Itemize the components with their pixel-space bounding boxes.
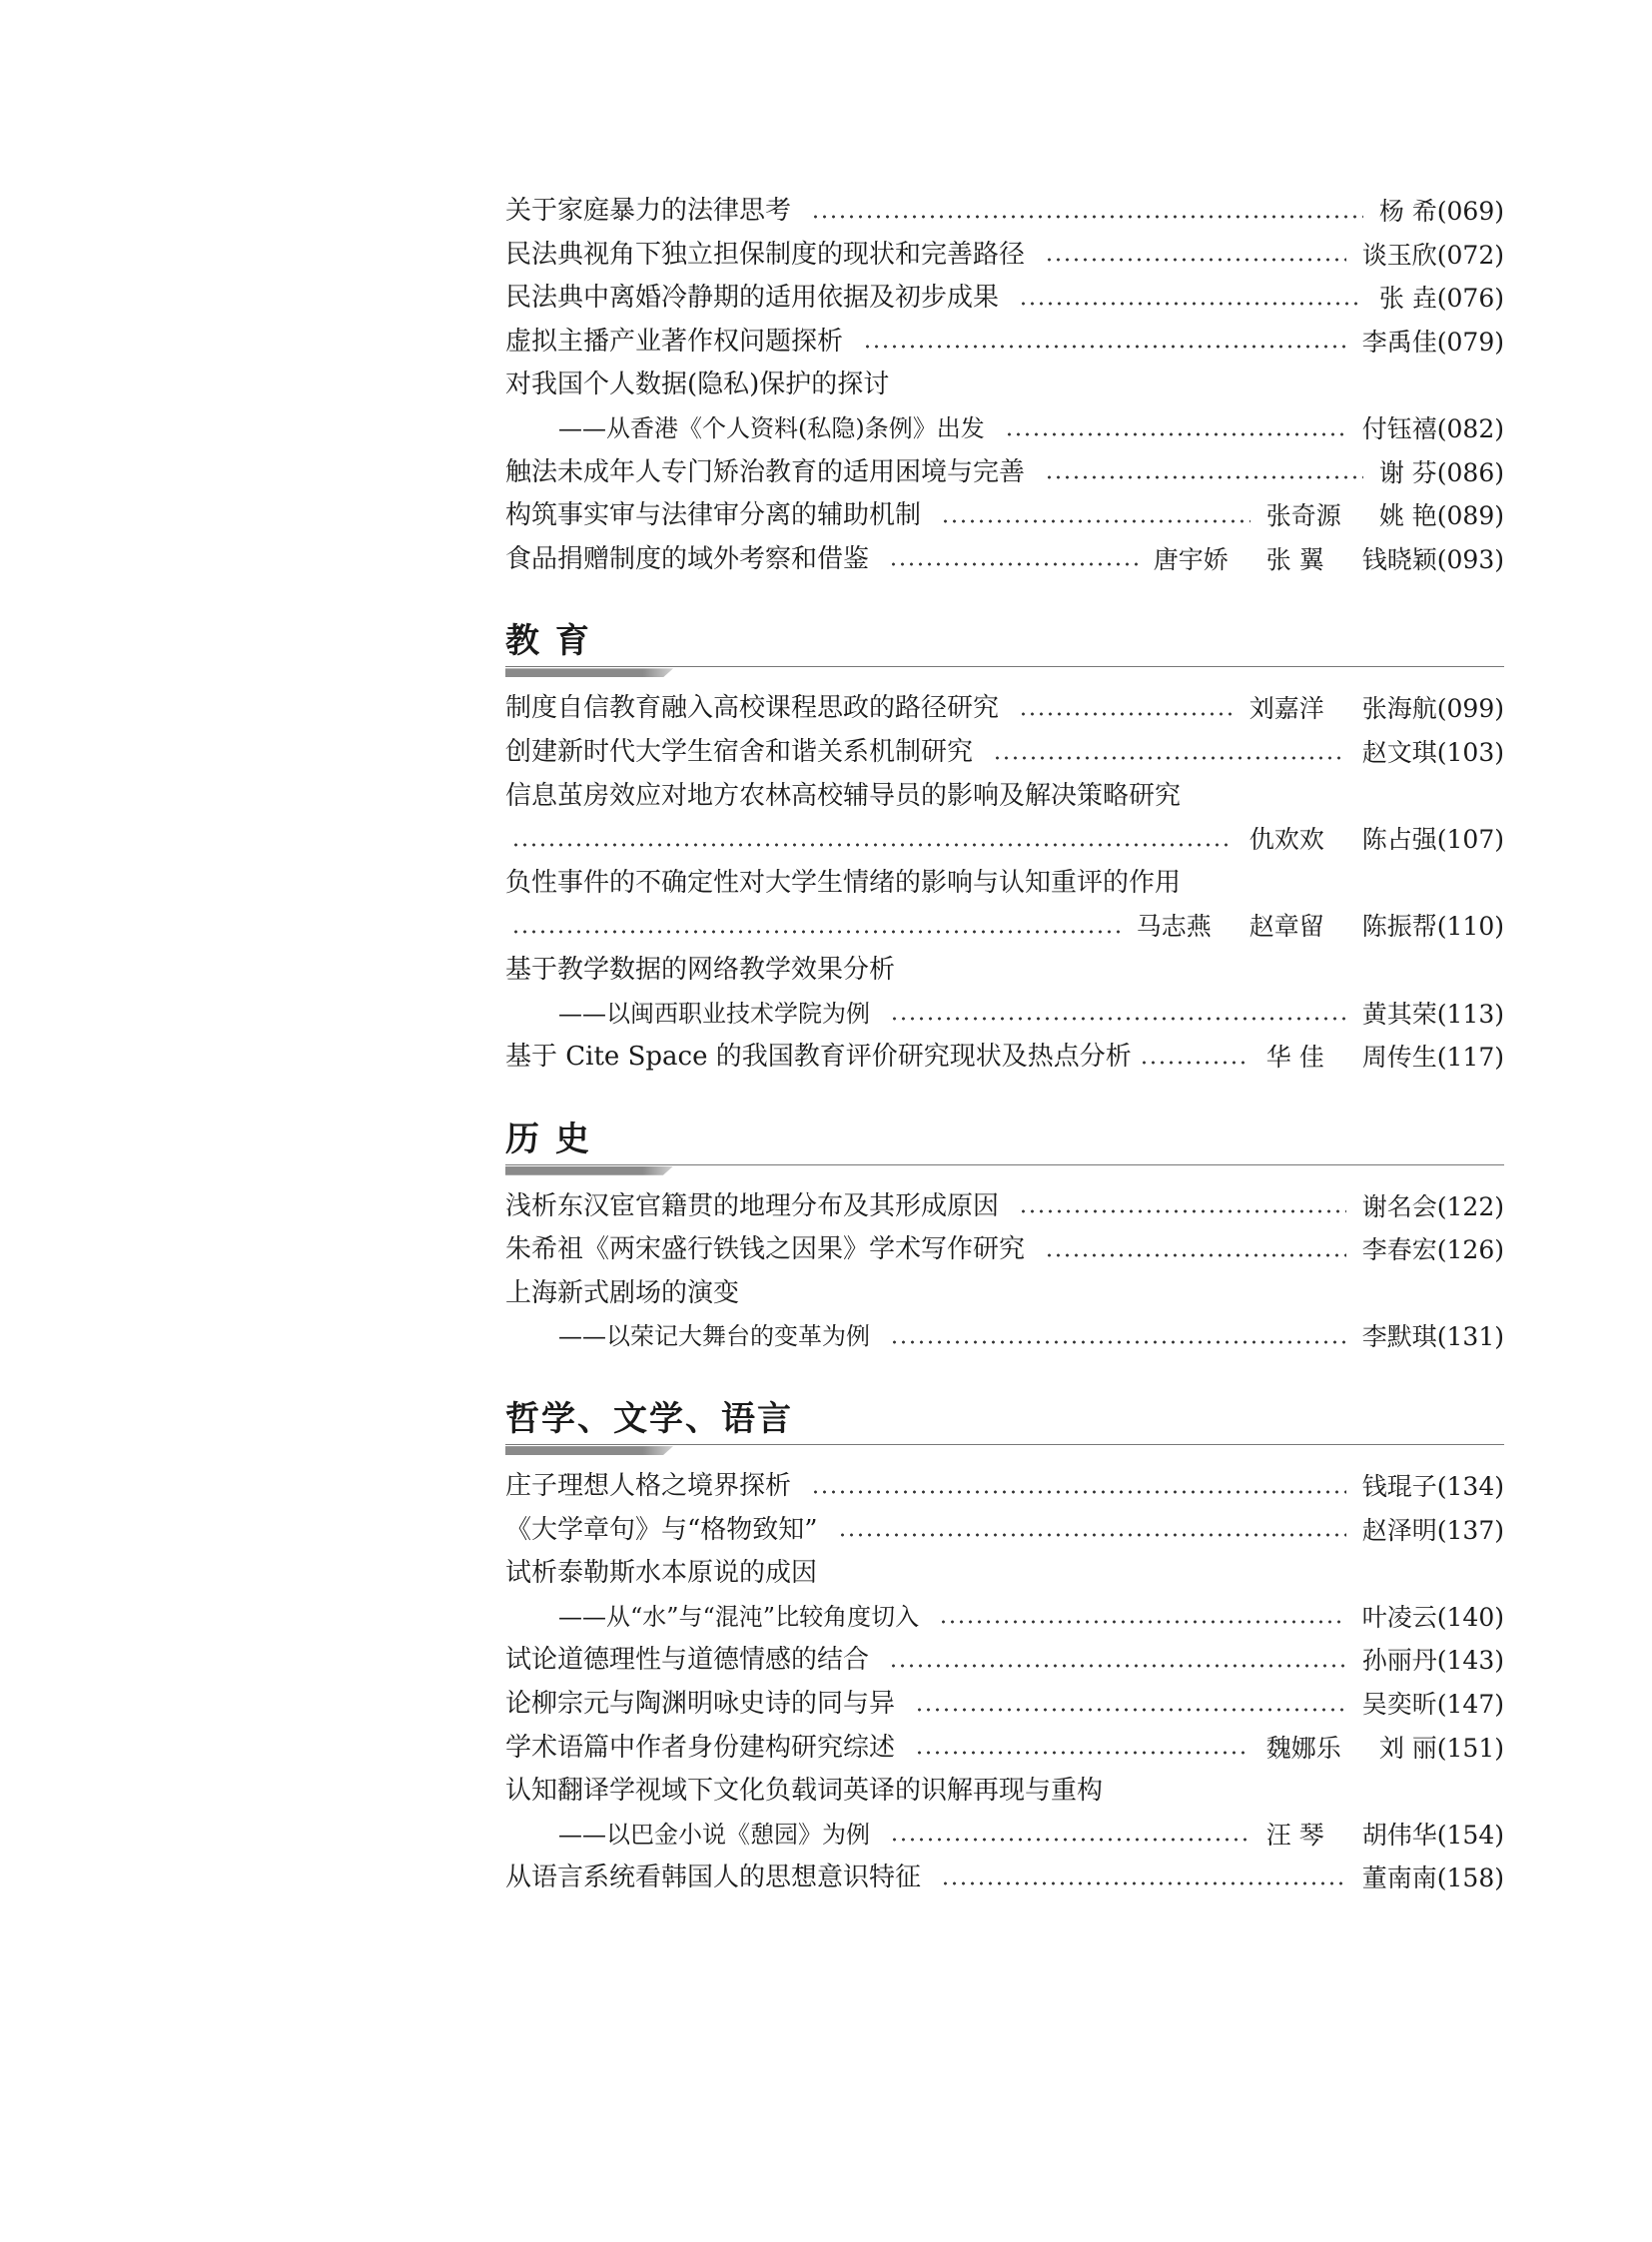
entry-title-line [505,1727,1504,1771]
author-name: 唐宇娇 [1153,544,1229,574]
page-number: (072) [1436,240,1504,270]
author-name: 谈玉欣 [1361,240,1437,270]
dot-leader [915,1705,1346,1715]
entry-title: 基于 Cite Space 的我国教育评价研究现状及热点分析 [505,1042,1132,1073]
entry-subtitle: ——从香港《个人资料(私隐)条例》出发 [558,413,985,442]
entry-authors [1266,1036,1504,1080]
toc-entry [505,687,1504,731]
entry-authors [1362,407,1504,451]
entry-title: 从语言系统看韩国人的思想意识特征 [505,1863,922,1893]
entry-title: 基于教学数据的网络教学效果分析 [505,954,896,985]
page-number: (137) [1436,1515,1504,1545]
entry-authors [1362,993,1504,1037]
toc-entry [505,234,1504,278]
author-name: 谢 芬 [1378,457,1437,487]
dot-leader [1019,1206,1346,1216]
page-number: (079) [1436,327,1504,357]
toc-entry [505,538,1504,582]
dot-leader [1140,1058,1250,1068]
page-number: (117) [1436,1043,1504,1073]
dot-leader [811,1487,1346,1497]
page-number: (089) [1436,501,1504,531]
entry-authors [1154,538,1504,582]
entry-authors [1362,1228,1504,1272]
author-name: 华 佳 [1265,1043,1324,1073]
dot-leader [993,753,1346,763]
author-name: 周传生 [1361,1043,1437,1073]
entry-title-line [505,1185,1504,1229]
entry-title: 试析泰勒斯水本原说的成因 [505,1558,818,1589]
entry-title: 制度自信教育融入高校课程思政的路径研究 [505,693,1000,724]
page-number: (069) [1436,197,1504,226]
entry-authors [1362,1596,1504,1640]
entry-authors [1362,1315,1504,1359]
entry-title: 构筑事实审与法律审分离的辅助机制 [505,500,922,531]
page-number: (113) [1436,999,1504,1029]
entry-title-line [505,277,1504,321]
entry-authors [1249,818,1504,862]
dot-leader [889,559,1138,569]
toc-entry [505,321,1504,365]
entry-title-line [505,1552,1504,1596]
entry-title: 负性事件的不确定性对大学生情绪的影响与认知重评的作用 [505,867,1182,898]
entry-title: 朱希祖《两宋盛行铁钱之因果》学术写作研究 [505,1234,1026,1265]
entry-authors [1362,1683,1504,1727]
entry-authors [1362,234,1504,278]
page-number: (154) [1436,1820,1504,1850]
toc-entry [505,190,1504,234]
entry-title-line [505,321,1504,365]
author-name: 付钰禧 [1361,413,1437,443]
dot-leader [939,1617,1346,1627]
entry-subtitle-line [505,407,1504,451]
author-name: 李默琪 [1361,1322,1437,1352]
entry-title-line [505,949,1504,993]
dot-leader [1045,255,1346,265]
toc-entry [505,1683,1504,1727]
entry-subtitle-line [505,1596,1504,1640]
page-number: (151) [1436,1733,1504,1763]
entry-title-line [505,905,1504,949]
entry-title: 论柳宗元与陶渊明咏史诗的同与异 [505,1689,896,1720]
entry-authors [1362,1185,1504,1229]
toc-entry [505,451,1504,495]
toc-entry [505,1857,1504,1900]
entry-authors [1266,1727,1504,1771]
toc-entry [505,1639,1504,1683]
entry-authors [1362,1857,1504,1900]
dot-leader [1019,709,1234,719]
entry-subtitle: ——以荣记大舞台的变革为例 [558,1322,870,1351]
entry-title-line [505,190,1504,234]
author-name: 魏娜乐 [1265,1733,1341,1763]
entry-subtitle: ——从“水”与“混沌”比较角度切入 [558,1602,920,1631]
entry-authors [1249,687,1504,731]
dot-leader [1045,472,1363,482]
entry-title-line [505,775,1504,819]
author-name: 刘嘉洋 [1248,694,1324,724]
entry-subtitle-line [505,993,1504,1037]
page-number: (131) [1436,1322,1504,1352]
toc-entry [505,731,1504,775]
author-name: 黄其荣 [1361,999,1437,1029]
author-name: 李禹佳 [1361,327,1437,357]
author-name: 姚 艳 [1378,501,1437,531]
entry-title: 浅析东汉宦官籍贯的地理分布及其形成原因 [505,1190,1000,1221]
entry-title-line [505,234,1504,278]
page-number: (158) [1436,1864,1504,1893]
entry-title: 认知翻译学视域下文化负载词英译的识解再现与重构 [505,1776,1104,1807]
dot-leader [511,927,1121,937]
entry-title: 民法典视角下独立担保制度的现状和完善路径 [505,239,1026,270]
author-name: 陈振帮 [1361,912,1437,942]
entry-title-line [505,1639,1504,1683]
entry-subtitle-line [505,1814,1504,1858]
section-accent-bar [505,668,673,677]
entry-authors [1266,494,1504,538]
entry-authors [1379,277,1504,321]
entry-authors [1362,1639,1504,1683]
toc-entry [505,1509,1504,1553]
page-number: (143) [1436,1646,1504,1676]
section-header [505,581,1504,685]
entry-title: 《大学章句》与“格物致知” [505,1514,818,1545]
entry-title: 试论道德理性与道德情感的结合 [505,1645,870,1676]
entry-title-line [505,687,1504,731]
dot-leader [1019,299,1363,309]
section-header [505,1080,1504,1183]
entry-title-line [505,1036,1504,1080]
entry-authors [1362,321,1504,365]
author-name: 赵泽明 [1361,1515,1437,1545]
dot-leader [915,1748,1250,1758]
entry-title-line [505,1857,1504,1900]
dot-leader [890,1337,1346,1347]
entry-title-line [505,1228,1504,1272]
author-name: 马志燕 [1136,912,1212,942]
section-title: 教 育 [505,621,591,662]
dot-leader [511,840,1234,850]
page-number: (076) [1436,284,1504,314]
entry-subtitle-line [505,1315,1504,1359]
entry-title-line [505,494,1504,538]
dot-leader [890,1014,1346,1024]
toc-entry [505,1185,1504,1229]
page-number: (082) [1436,413,1504,443]
page-number: (147) [1436,1690,1504,1720]
page-number: (126) [1436,1235,1504,1265]
entry-title: 触法未成年人专门矫治教育的适用困境与完善 [505,456,1026,487]
toc-entry [505,1228,1504,1272]
entry-list [505,1463,1504,1900]
section-divider [505,1164,1504,1165]
entry-title: 信息茧房效应对地方农林高校辅导员的影响及解决策略研究 [505,780,1182,811]
toc-entry [505,1036,1504,1080]
entry-subtitle: ——以闽西职业技术学院为例 [558,999,870,1028]
page-number: (099) [1436,694,1504,724]
dot-leader [863,342,1346,352]
section-accent-bar [505,1446,673,1455]
dot-leader [1045,1250,1346,1260]
author-name: 汪 琴 [1265,1820,1324,1850]
author-name: 董南南 [1361,1864,1437,1893]
entry-title: 关于家庭暴力的法律思考 [505,196,792,226]
entry-authors [1362,1465,1504,1509]
entry-list [505,190,1504,581]
author-name: 刘 丽 [1378,1733,1437,1763]
entry-title: 上海新式剧场的演变 [505,1277,740,1308]
author-name: 钱晓颖 [1361,544,1437,574]
author-name: 李春宏 [1361,1235,1437,1265]
entry-title: 学术语篇中作者身份建构研究综述 [505,1732,896,1763]
entry-authors [1379,190,1504,234]
page-number: (134) [1436,1472,1504,1502]
entry-title-line [505,1770,1504,1814]
entry-authors [1362,1509,1504,1553]
author-name: 张海航 [1361,694,1437,724]
section-divider [505,666,1504,667]
page-number: (093) [1436,544,1504,574]
entry-title-line [505,451,1504,495]
author-name: 陈占强 [1361,825,1437,855]
entry-title-line [505,1509,1504,1553]
entry-title: 食品捐赠制度的域外考察和借鉴 [505,543,870,574]
toc-entry [505,1465,1504,1509]
author-name: 胡伟华 [1361,1820,1437,1850]
dot-leader [890,1835,1250,1845]
section-divider [505,1444,1504,1445]
page-number: (122) [1436,1191,1504,1221]
entry-title: 庄子理想人格之境界探析 [505,1471,792,1502]
toc-entry [505,494,1504,538]
page-number: (140) [1436,1602,1504,1632]
entry-title-line [505,862,1504,906]
dot-leader [1005,429,1346,439]
toc-entry [505,277,1504,321]
toc-entry [505,1770,1504,1857]
dot-leader [941,1878,1346,1888]
entry-authors [1362,731,1504,775]
entry-title: 创建新时代大学生宿舍和谐关系机制研究 [505,736,974,767]
toc-entry [505,775,1504,862]
entry-subtitle: ——以巴金小说《憩园》为例 [558,1820,870,1849]
entry-authors [1266,1814,1504,1858]
author-name: 张 翼 [1265,544,1324,574]
table-of-contents [505,190,1504,1900]
section-title: 历 史 [505,1119,591,1159]
author-name: 赵章留 [1248,912,1324,942]
section-accent-bar [505,1166,673,1175]
entry-title-line [505,364,1504,407]
page-number: (107) [1436,825,1504,855]
author-name: 钱琨子 [1361,1472,1437,1502]
author-name: 孙丽丹 [1361,1646,1437,1676]
entry-title: 虚拟主播产业著作权问题探析 [505,326,844,357]
entry-title: 民法典中离婚冷静期的适用依据及初步成果 [505,283,1000,314]
author-name: 叶凌云 [1361,1602,1437,1632]
entry-title: 对我国个人数据(隐私)保护的探讨 [505,370,890,400]
dot-leader [811,212,1363,222]
page-number: (086) [1436,457,1504,487]
toc-entry [505,1272,1504,1359]
entry-title-line [505,1683,1504,1727]
author-name: 仇欢欢 [1248,825,1324,855]
entry-list [505,1183,1504,1359]
entry-title-line [505,538,1504,582]
entry-authors [1379,451,1504,495]
toc-entry [505,862,1504,949]
dot-leader [838,1530,1346,1540]
author-name: 赵文琪 [1361,737,1437,767]
section-header [505,1359,1504,1463]
author-name: 吴奕昕 [1361,1690,1437,1720]
author-name: 张 垚 [1378,284,1437,314]
toc-entry [505,949,1504,1036]
dot-leader [941,516,1250,526]
entry-title-line [505,818,1504,862]
page-number: (103) [1436,737,1504,767]
dot-leader [889,1661,1346,1671]
entry-authors [1137,905,1504,949]
section-title: 哲学、文学、语言 [505,1399,793,1440]
toc-entry [505,364,1504,450]
entry-title-line [505,1465,1504,1509]
author-name: 张奇源 [1265,501,1341,531]
entry-title-line [505,731,1504,775]
author-name: 谢名会 [1361,1191,1437,1221]
entry-list [505,685,1504,1079]
author-name: 杨 希 [1378,197,1437,226]
entry-title-line [505,1272,1504,1316]
toc-entry [505,1727,1504,1771]
page-number: (110) [1436,912,1504,942]
toc-entry [505,1552,1504,1639]
